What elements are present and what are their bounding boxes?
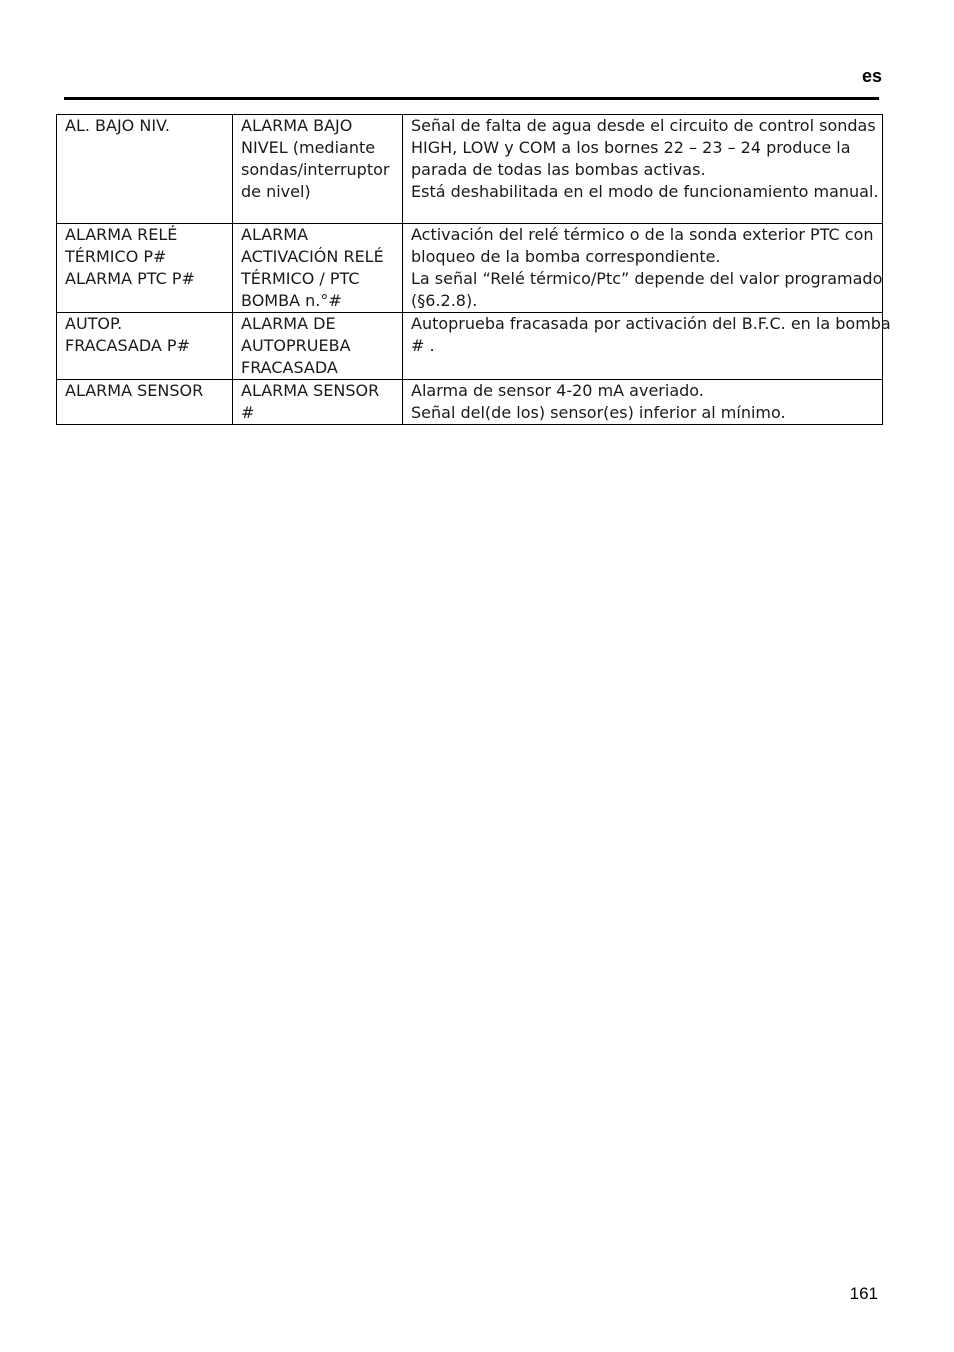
- cell-line: Alarma de sensor 4-20 mA averiado.: [411, 381, 704, 400]
- cell-line: AL. BAJO NIV.: [65, 116, 171, 135]
- cell-line: (§6.2.8).: [411, 291, 478, 310]
- cell-line: ALARMA SENSOR: [241, 381, 380, 400]
- page-number: 161: [849, 1284, 878, 1303]
- table-cell-name: [233, 380, 403, 425]
- cell-line: Está deshabilitada en el modo de funcionamiento manual.: [411, 182, 879, 201]
- alarm-table: [56, 114, 891, 425]
- cell-line: FRACASADA: [241, 358, 338, 377]
- table-row: [57, 115, 883, 224]
- cell-line: bloqueo de la bomba correspondiente.: [411, 247, 721, 266]
- cell-line: La señal “Relé térmico/Ptc” depende del valor programado: [411, 269, 883, 288]
- language-tag: es: [861, 66, 882, 86]
- cell-line: HIGH, LOW y COM a los bornes 22 – 23 – 24 produce la: [411, 138, 851, 157]
- cell-line: ALARMA PTC P#: [65, 269, 195, 288]
- cell-line: Señal del(de los) sensor(es) inferior al mínimo.: [411, 403, 786, 422]
- cell-line: AUTOPRUEBA: [241, 336, 351, 355]
- cell-line: Autoprueba fracasada por activación del B.F.C. en la bomba: [411, 314, 891, 333]
- cell-line: BOMBA n.°#: [241, 291, 342, 310]
- table-cell-description: [403, 380, 883, 425]
- cell-line: TÉRMICO P#: [65, 247, 167, 266]
- table-cell-name: [233, 313, 403, 380]
- cell-line: ALARMA DE: [241, 314, 336, 333]
- table-cell-description: [403, 224, 883, 313]
- cell-line: FRACASADA P#: [65, 336, 190, 355]
- table-cell-description: [403, 115, 883, 224]
- cell-line: # .: [411, 336, 435, 355]
- header-rule: [64, 97, 879, 100]
- cell-line: NIVEL (mediante: [241, 138, 376, 157]
- cell-line: parada de todas las bombas activas.: [411, 160, 706, 179]
- table-cell-code: [57, 115, 233, 224]
- cell-line: ALARMA SENSOR: [65, 381, 204, 400]
- table-row: [57, 313, 883, 380]
- cell-line: Activación del relé térmico o de la sonda exterior PTC con: [411, 225, 874, 244]
- cell-line: sondas/interruptor: [241, 160, 390, 179]
- table-row: [57, 224, 883, 313]
- cell-line: ALARMA: [241, 225, 309, 244]
- table-row: [57, 380, 883, 425]
- cell-line: Señal de falta de agua desde el circuito de control sondas: [411, 116, 876, 135]
- table-cell-code: [57, 313, 233, 380]
- table-cell-code: [57, 380, 233, 425]
- table-cell-name: [233, 224, 403, 313]
- cell-line: ACTIVACIÓN RELÉ: [241, 247, 384, 266]
- cell-line: de nivel): [241, 182, 311, 201]
- table-cell-description: [403, 313, 891, 380]
- cell-line: TÉRMICO / PTC: [241, 269, 360, 288]
- cell-line: AUTOP.: [65, 314, 123, 333]
- table-cell-name: [233, 115, 403, 224]
- cell-line: ALARMA BAJO: [241, 116, 353, 135]
- cell-line: ALARMA RELÉ: [65, 225, 178, 244]
- table-cell-code: [57, 224, 233, 313]
- cell-line: #: [241, 403, 255, 422]
